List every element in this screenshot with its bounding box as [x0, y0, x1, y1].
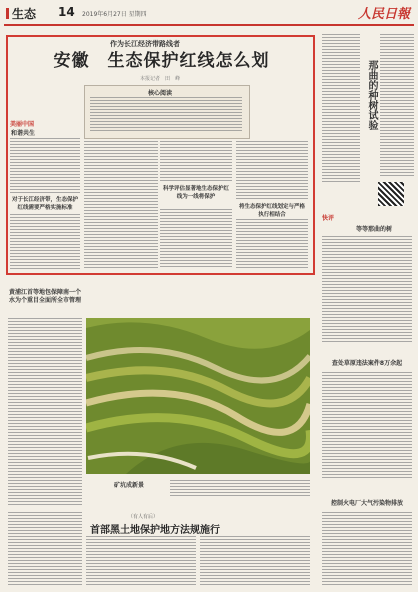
lead-byline: 本报记者 田 峰 — [140, 76, 181, 82]
text-block — [10, 138, 80, 194]
right-headline-1: 那曲的种树试验 — [366, 60, 377, 130]
core-reading-text — [90, 97, 242, 133]
section-title — [6, 5, 36, 22]
lead-headline: 安徽 生态保护红线怎么划 — [53, 51, 270, 71]
quick-review-label: 快评 — [322, 215, 335, 222]
column-sublabel: 和谐共生 — [11, 130, 36, 137]
photo-caption: 矿坑成新景 — [114, 482, 145, 489]
right-headline-4: 控制火电厂大气污染物排放 — [330, 500, 403, 507]
qr-code — [378, 182, 404, 206]
text-block — [84, 141, 158, 269]
bottom-kicker: （有人有后） — [128, 514, 159, 520]
text-block — [236, 219, 308, 269]
masthead-logo: 人民日報 — [357, 7, 410, 22]
text-block — [236, 141, 308, 201]
section-marker — [6, 8, 9, 19]
subheading-1: 科学评估显著地生态保护红线为一线将保护 — [162, 186, 229, 200]
left-lower-text — [8, 318, 82, 506]
column-label: 美丽中国 — [10, 121, 35, 128]
bottom-left-text — [8, 512, 82, 586]
page-number: 14 — [58, 5, 75, 19]
subheading-2: 将生态保护红线划定与严格执行相结合 — [238, 204, 305, 218]
terraced-field-photo — [86, 318, 310, 474]
issue-date: 2019年6月27日 星期四 — [82, 11, 147, 18]
section-label: 生态 — [12, 7, 37, 21]
right-text-block — [380, 34, 414, 176]
right-text-block — [322, 34, 360, 184]
right-text-block — [322, 236, 412, 344]
bottom-text — [86, 536, 196, 586]
text-block — [10, 214, 80, 270]
right-text-block — [322, 512, 412, 586]
page-header — [4, 2, 414, 26]
text-block — [160, 141, 232, 183]
text-block — [160, 209, 232, 269]
right-headline-2: 等等那曲的树 — [355, 226, 392, 233]
lead-kicker: 作为长江经济带路线者 — [110, 39, 180, 48]
terrace-illustration — [86, 318, 310, 474]
right-text-block — [322, 372, 412, 480]
left-lower-headline: 黄浦江首等地包保障南一个水为个重目全面所全市管理 — [8, 289, 81, 304]
bottom-headline: 首部黑土地保护地方法规施行 — [90, 525, 220, 536]
right-headline-3: 查处草原违法案件8万余起 — [331, 360, 403, 367]
column-subheading: 对于长江经济带，生态保护红线需要严格实施标准 — [12, 197, 79, 211]
bottom-text — [200, 536, 310, 586]
core-reading-title: 核心阅读 — [148, 90, 173, 97]
caption-text — [170, 480, 310, 496]
